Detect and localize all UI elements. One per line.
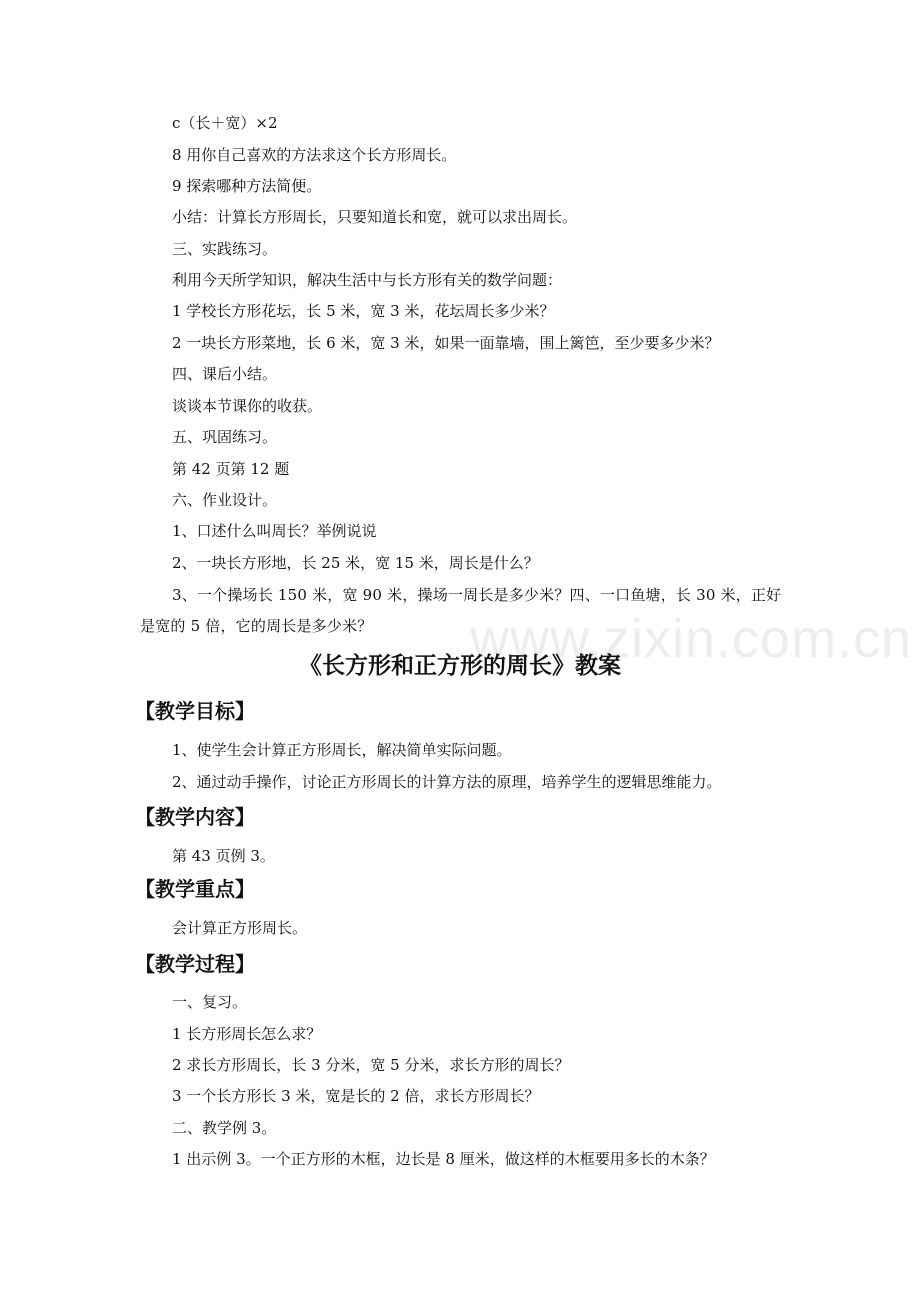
text-line: 一、复习。 xyxy=(172,993,248,1011)
section-heading-goals: 【教学目标】 xyxy=(135,699,255,723)
text-line: 五、巩固练习。 xyxy=(172,428,278,446)
text-line: 2、一块长方形地，长 25 米，宽 15 米，周长是什么？ xyxy=(172,554,539,572)
text-line: 3 一个长方形长 3 米，宽是长的 2 倍，求长方形周长？ xyxy=(172,1087,540,1105)
text-line: 四、课后小结。 xyxy=(172,365,278,383)
section-heading-key: 【教学重点】 xyxy=(135,877,255,901)
text-line: 8 用你自己喜欢的方法求这个长方形周长。 xyxy=(172,146,457,164)
wrapped-paragraph: 3、一个操场长 150 米，宽 90 米，操场一周长是多少米？四、一口鱼塘，长 30 米，正好是宽的 5 倍，它的周长是多少米？ xyxy=(140,586,782,635)
text-line: 利用今天所学知识，解决生活中与长方形有关的数学问题： xyxy=(172,271,563,289)
text-line: c（长＋宽）×2 xyxy=(172,114,278,132)
summary-line: 小结：计算长方形周长，只要知道长和宽，就可以求出周长。 xyxy=(172,208,578,226)
text-line: 1 出示例 3。一个正方形的木框，边长是 8 厘米，做这样的木框要用多长的木条？ xyxy=(172,1150,715,1168)
text-line: 六、作业设计。 xyxy=(172,491,278,509)
text-line: 第 42 页第 12 题 xyxy=(172,460,290,478)
text-line: 2 一块长方形菜地，长 6 米，宽 3 米，如果一面靠墙，围上篱笆，至少要多少米？ xyxy=(172,334,720,352)
document-title: 《长方形和正方形的周长》教案 xyxy=(299,652,621,679)
section-heading-content: 【教学内容】 xyxy=(135,805,255,829)
text-line: 1、口述什么叫周长？举例说说 xyxy=(172,522,377,540)
text-line: 2、通过动手操作，讨论正方形周长的计算方法的原理，培养学生的逻辑思维能力。 xyxy=(172,773,722,791)
text-line: 谈谈本节课你的收获。 xyxy=(172,397,323,415)
text-line: 三、实践练习。 xyxy=(172,240,278,258)
text-line: 2 求长方形周长，长 3 分米，宽 5 分米，求长方形的周长？ xyxy=(172,1056,570,1074)
watermark-text: www.zixin.com.cn xyxy=(470,609,913,669)
text-line: 二、教学例 3。 xyxy=(172,1119,277,1137)
text-line: 会计算正方形周长。 xyxy=(172,919,308,937)
text-line: 1 长方形周长怎么求？ xyxy=(172,1025,322,1043)
text-line: 1、使学生会计算正方形周长，解决简单实际问题。 xyxy=(172,741,512,759)
section-heading-process: 【教学过程】 xyxy=(135,952,255,976)
text-line: 1 学校长方形花坛，长 5 米，宽 3 米，花坛周长多少米？ xyxy=(172,302,555,320)
text-line: 第 43 页例 3。 xyxy=(172,847,275,865)
text-line: 9 探索哪种方法简便。 xyxy=(172,177,322,195)
